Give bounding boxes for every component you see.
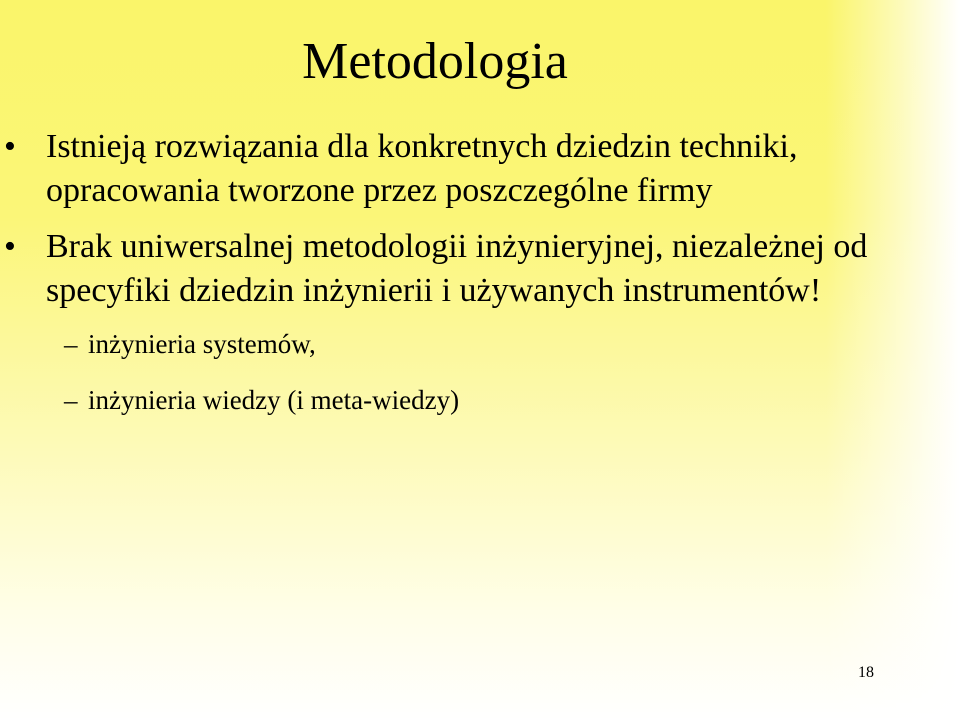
slide-title: Metodologia [302, 33, 568, 90]
sub-bullet-text: inżynieria systemów, [88, 329, 316, 359]
bullet-item [0, 225, 960, 417]
sub-bullet-list [46, 327, 960, 417]
bullet-marker: • [4, 128, 16, 165]
bullet-list [0, 125, 960, 439]
sub-bullet-marker: – [64, 385, 78, 415]
bullet-text: Istnieją rozwiązania dla konkretnych dziedzin techniki, opracowania tworzone przez poszczególne firmy [46, 128, 798, 209]
sub-bullet-marker: – [64, 329, 78, 359]
sub-bullet-item [46, 383, 960, 417]
sub-bullet-item [46, 327, 960, 361]
bullet-text: Brak uniwersalnej metodologii inżynieryjnej, niezależnej od specyfiki dziedzin inżynierii i używanych instrumentów! [46, 228, 868, 309]
bullet-item [0, 125, 960, 213]
bullet-marker: • [4, 228, 16, 265]
sub-bullet-text: inżynieria wiedzy (i meta-wiedzy) [88, 385, 460, 415]
page-number: 18 [858, 664, 874, 681]
